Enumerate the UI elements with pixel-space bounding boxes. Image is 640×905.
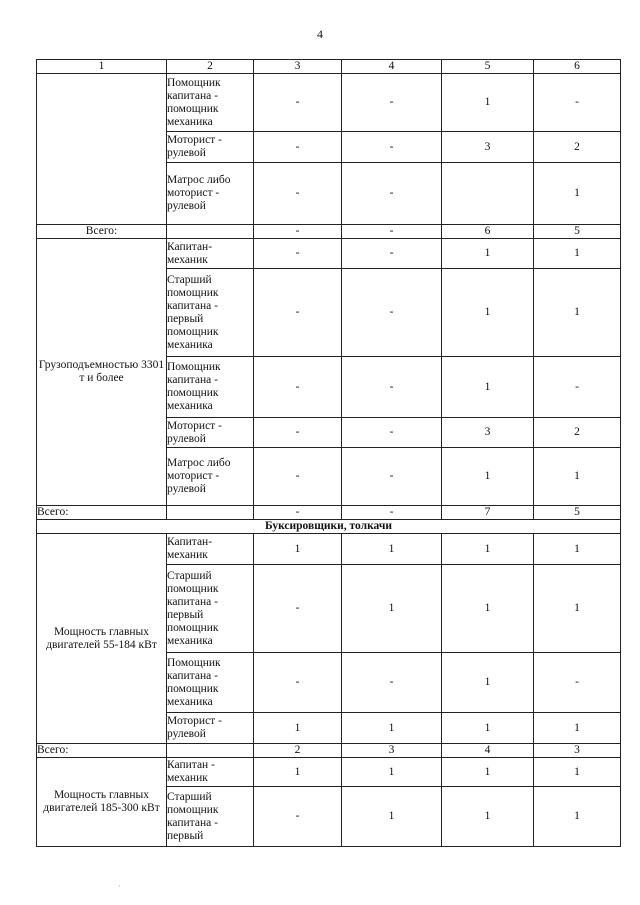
value-cell: 1 — [534, 239, 621, 269]
group-cell: Мощность главных двигателей 55-184 кВт — [37, 534, 167, 744]
value-cell: - — [534, 74, 621, 132]
value-cell: 1 — [442, 534, 534, 565]
value-cell: - — [534, 653, 621, 713]
value-cell: 2 — [534, 132, 621, 163]
position-cell: Моторист - рулевой — [167, 132, 254, 163]
value-cell: - — [254, 239, 342, 269]
value-cell: - — [254, 448, 342, 506]
value-cell: 1 — [442, 653, 534, 713]
value-cell: 1 — [442, 787, 534, 847]
value-cell: 1 — [254, 713, 342, 744]
value-cell: 1 — [534, 163, 621, 225]
table-row — [37, 758, 621, 787]
column-header: 5 — [442, 60, 534, 74]
position-cell: Старший помощник капитана - первый помощник механика — [167, 565, 254, 653]
section-row — [37, 520, 621, 534]
group-cell: Грузоподъемностью 3301 т и более — [37, 239, 167, 506]
value-cell: 1 — [534, 269, 621, 357]
value-cell: - — [342, 132, 442, 163]
value-cell: 3 — [534, 744, 621, 758]
total-label: Всего: — [37, 225, 167, 239]
value-cell: 1 — [442, 758, 534, 787]
value-cell: 5 — [534, 225, 621, 239]
value-cell: 5 — [534, 506, 621, 520]
value-cell: 1 — [534, 534, 621, 565]
total-row — [37, 506, 621, 520]
value-cell: 3 — [442, 418, 534, 448]
total-label: Всего: — [37, 744, 167, 758]
section-title: Буксировщики, толкачи — [37, 520, 621, 534]
table-row — [37, 74, 621, 132]
value-cell: - — [254, 74, 342, 132]
value-cell: 1 — [442, 448, 534, 506]
value-cell: - — [342, 74, 442, 132]
position-cell: Капитан- механик — [167, 239, 254, 269]
value-cell: - — [342, 163, 442, 225]
total-row — [37, 744, 621, 758]
position-cell: Капитан- механик — [167, 534, 254, 565]
scan-mark: · — [118, 882, 121, 891]
value-cell: - — [342, 269, 442, 357]
group-cell — [37, 74, 167, 225]
value-cell: - — [342, 653, 442, 713]
value-cell: 4 — [442, 744, 534, 758]
position-cell: Старший помощник капитана - первый помощник механика — [167, 269, 254, 357]
total-label: Всего: — [37, 506, 167, 520]
table-row — [37, 534, 621, 565]
value-cell: 1 — [442, 357, 534, 418]
value-cell: - — [342, 448, 442, 506]
column-header: 1 — [37, 60, 167, 74]
position-cell: Помощник капитана - помощник механика — [167, 653, 254, 713]
value-cell: - — [254, 357, 342, 418]
value-cell: - — [342, 418, 442, 448]
value-cell: 1 — [534, 758, 621, 787]
value-cell: - — [342, 239, 442, 269]
value-cell: 1 — [442, 239, 534, 269]
crew-table — [36, 59, 621, 847]
value-cell: - — [254, 787, 342, 847]
value-cell: - — [342, 506, 442, 520]
value-cell: 3 — [342, 744, 442, 758]
position-cell: Капитан - механик — [167, 758, 254, 787]
table-header-row — [37, 60, 621, 74]
value-cell: 1 — [442, 713, 534, 744]
value-cell: 2 — [534, 418, 621, 448]
empty-cell — [167, 744, 254, 758]
value-cell: 1 — [442, 269, 534, 357]
value-cell: - — [342, 225, 442, 239]
value-cell: 1 — [342, 787, 442, 847]
value-cell: - — [254, 225, 342, 239]
value-cell: 1 — [442, 74, 534, 132]
position-cell: Помощник капитана - помощник механика — [167, 357, 254, 418]
value-cell: 3 — [442, 132, 534, 163]
value-cell: - — [254, 565, 342, 653]
column-header: 4 — [342, 60, 442, 74]
position-cell: Моторист - рулевой — [167, 418, 254, 448]
value-cell — [442, 163, 534, 225]
value-cell: 1 — [342, 713, 442, 744]
value-cell: 1 — [442, 565, 534, 653]
page-number: 4 — [317, 27, 323, 41]
empty-cell — [167, 225, 254, 239]
value-cell: - — [254, 163, 342, 225]
column-header: 2 — [167, 60, 254, 74]
table-row — [37, 239, 621, 269]
value-cell: - — [254, 506, 342, 520]
position-cell: Матрос либо моторист - рулевой — [167, 448, 254, 506]
value-cell: 6 — [442, 225, 534, 239]
position-cell: Моторист - рулевой — [167, 713, 254, 744]
value-cell: - — [254, 418, 342, 448]
value-cell: - — [254, 653, 342, 713]
value-cell: 1 — [534, 565, 621, 653]
group-cell: Мощность главных двигателей 185-300 кВт — [37, 758, 167, 847]
position-cell: Старший помощник капитана - первый — [167, 787, 254, 847]
value-cell: 1 — [534, 448, 621, 506]
value-cell: 1 — [534, 713, 621, 744]
total-row — [37, 225, 621, 239]
column-header: 6 — [534, 60, 621, 74]
value-cell: 2 — [254, 744, 342, 758]
position-cell: Матрос либо моторист - рулевой — [167, 163, 254, 225]
value-cell: - — [534, 357, 621, 418]
value-cell: 1 — [254, 758, 342, 787]
empty-cell — [167, 506, 254, 520]
position-cell: Помощник капитана - помощник механика — [167, 74, 254, 132]
value-cell: 1 — [254, 534, 342, 565]
value-cell: - — [254, 132, 342, 163]
value-cell: 1 — [342, 758, 442, 787]
value-cell: - — [254, 269, 342, 357]
value-cell: 1 — [342, 534, 442, 565]
column-header: 3 — [254, 60, 342, 74]
value-cell: 1 — [342, 565, 442, 653]
value-cell: 1 — [534, 787, 621, 847]
value-cell: 7 — [442, 506, 534, 520]
value-cell: - — [342, 357, 442, 418]
